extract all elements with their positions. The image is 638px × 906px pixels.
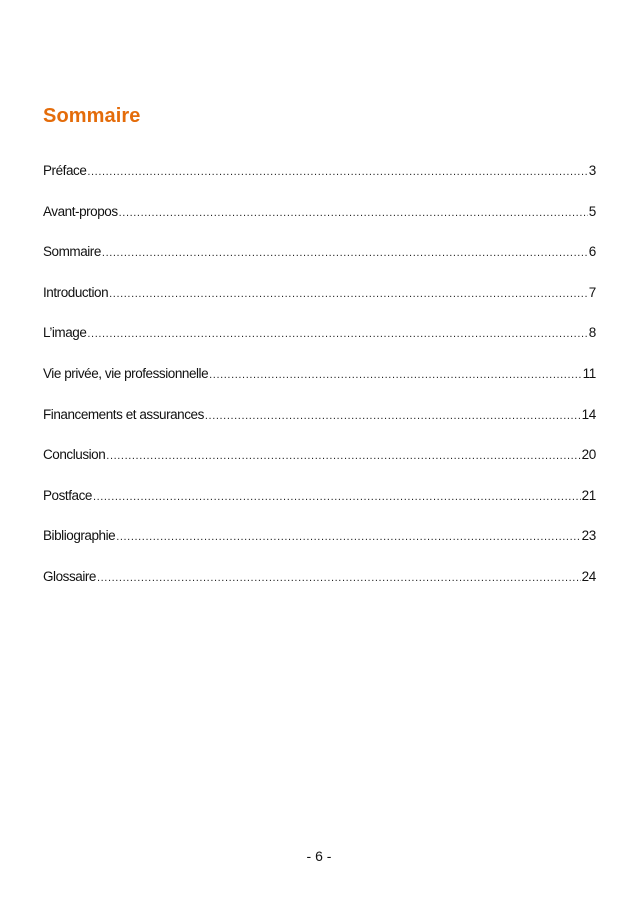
toc-dot-leader (93, 486, 581, 507)
toc-entry-vie-privee[interactable] (43, 363, 596, 385)
toc-dot-leader (116, 526, 580, 547)
toc-entry-sommaire[interactable] (43, 241, 596, 263)
toc-entry-avant-propos[interactable] (43, 201, 596, 223)
table-of-contents (43, 160, 596, 607)
toc-entry-glossaire[interactable] (43, 566, 596, 588)
toc-entry-label: Financements et assurances (43, 406, 204, 422)
toc-entry-label: Glossaire (43, 568, 96, 584)
toc-dot-leader (106, 445, 580, 466)
toc-dot-leader (102, 242, 588, 263)
toc-entry-page: 11 (582, 365, 596, 381)
toc-dot-leader (97, 567, 581, 588)
toc-entry-label: Bibliographie (43, 528, 116, 544)
toc-entry-page: 20 (581, 447, 596, 463)
toc-dot-leader (119, 202, 588, 223)
toc-entry-financements[interactable] (43, 404, 596, 426)
toc-entry-bibliographie[interactable] (43, 525, 596, 547)
toc-entry-label: Sommaire (43, 244, 101, 260)
toc-entry-page: 3 (588, 163, 596, 178)
toc-entry-label: Conclusion (43, 447, 106, 463)
toc-entry-page: 8 (588, 325, 596, 341)
toc-dot-leader (87, 323, 587, 344)
toc-entry-introduction[interactable] (43, 282, 596, 304)
toc-entry-page: 23 (581, 528, 596, 544)
toc-entry-page: 7 (588, 284, 596, 300)
toc-entry-page: 24 (581, 568, 596, 584)
toc-entry-conclusion[interactable] (43, 444, 596, 466)
toc-entry-label: Introduction (43, 284, 109, 300)
toc-dot-leader (87, 161, 587, 182)
toc-entry-l-image[interactable] (43, 322, 596, 344)
toc-entry-label: Préface (43, 163, 87, 178)
toc-dot-leader (205, 405, 581, 426)
toc-entry-page: 21 (581, 487, 596, 503)
page-number: - 6 - (306, 848, 332, 864)
toc-entry-page: 6 (588, 244, 596, 260)
toc-entry-label: Vie privée, vie professionnelle (43, 365, 209, 381)
toc-entry-page: 5 (588, 203, 596, 219)
toc-entry-label: Postface (43, 487, 92, 503)
toc-entry-page: 14 (581, 406, 596, 422)
toc-entry-preface[interactable] (43, 160, 596, 182)
toc-entry-label: L’image (43, 325, 87, 341)
toc-entry-label: Avant-propos (43, 203, 118, 219)
toc-entry-postface[interactable] (43, 485, 596, 507)
toc-title: Sommaire (43, 105, 141, 127)
toc-dot-leader (109, 283, 588, 304)
toc-dot-leader (209, 364, 581, 385)
